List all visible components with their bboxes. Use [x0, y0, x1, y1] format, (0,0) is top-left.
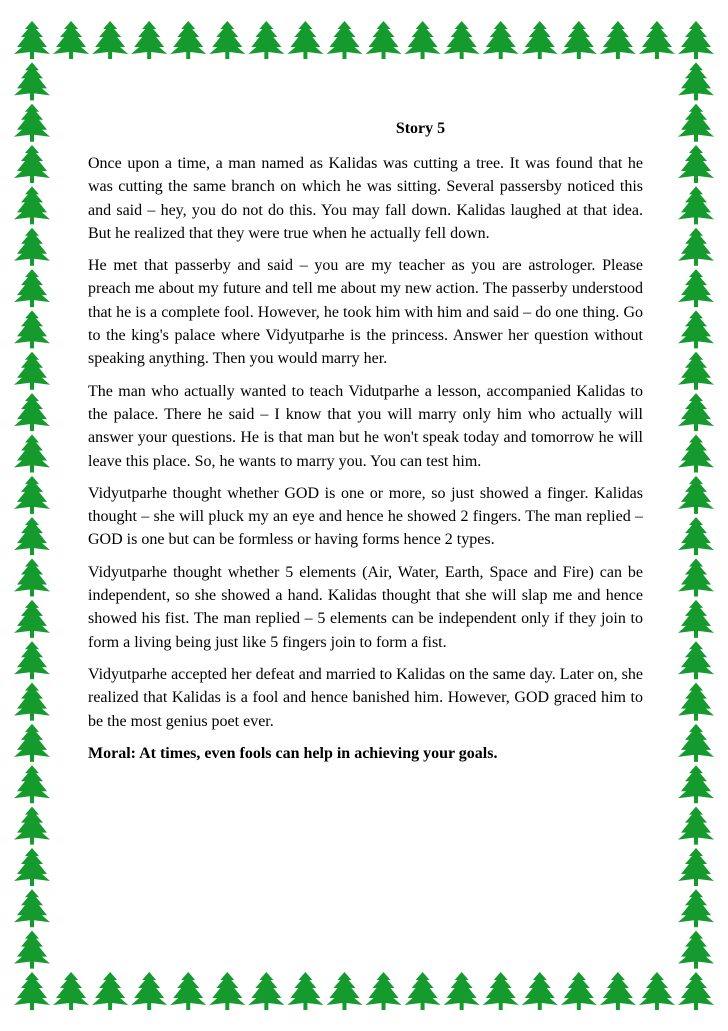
christmas-tree-icon	[14, 434, 50, 472]
christmas-tree-icon	[678, 600, 714, 638]
christmas-tree-icon	[14, 600, 50, 638]
christmas-tree-icon	[326, 972, 362, 1010]
christmas-tree-icon	[14, 641, 50, 679]
christmas-tree-icon	[444, 21, 480, 59]
christmas-tree-icon	[14, 683, 50, 721]
christmas-tree-icon	[14, 559, 50, 597]
christmas-tree-icon	[678, 186, 714, 224]
christmas-tree-icon	[14, 269, 50, 307]
christmas-tree-icon	[14, 352, 50, 390]
christmas-tree-icon	[14, 765, 50, 803]
christmas-tree-icon	[366, 21, 402, 59]
story-title: Story 5	[395, 120, 446, 137]
story-moral: Moral: At times, even fools can help in achieving your goals.	[88, 744, 498, 762]
christmas-tree-icon	[678, 559, 714, 597]
christmas-tree-icon	[561, 21, 597, 59]
christmas-tree-icon	[678, 21, 714, 59]
christmas-tree-icon	[248, 972, 284, 1010]
christmas-tree-icon	[14, 807, 50, 845]
story-paragraph-1: Once upon a time, a man named as Kalidas was cutting a tree. It was found that he was cutting the same branch on which he was sitting. Several passersby noticed this and said – hey, you do not do this. You may fall down. Kalidas laughed at that idea. But he realized that they were true when he actually fell down.	[88, 155, 643, 242]
story-paragraph-3: The man who actually wanted to teach Vidutparhe a lesson, accompanied Kalidas to the palace. There he said – I know that you will marry only him who actually will answer your questions. He is that man but he won't speak today and tomorrow he will leave this place. So, he wants to marry you. You can test him.	[88, 382, 643, 470]
christmas-tree-icon	[678, 310, 714, 348]
christmas-tree-icon	[287, 21, 323, 59]
christmas-tree-icon	[248, 21, 284, 59]
christmas-tree-icon	[678, 269, 714, 307]
christmas-tree-icon	[405, 972, 441, 1010]
christmas-tree-icon	[678, 848, 714, 886]
christmas-tree-icon	[678, 807, 714, 845]
christmas-tree-icon	[678, 641, 714, 679]
christmas-tree-icon	[14, 21, 50, 59]
christmas-tree-icon	[483, 972, 519, 1010]
christmas-tree-icon	[14, 228, 50, 266]
christmas-tree-icon	[131, 21, 167, 59]
christmas-tree-icon	[14, 972, 50, 1010]
christmas-tree-icon	[92, 21, 128, 59]
story-paragraph-4: Vidyutparhe thought whether GOD is one or more, so just showed a finger. Kalidas thought – she will pluck my an eye and hence he showed 2 fingers. The man replied – GOD is one but can be formless or having forms hence 2 types.	[88, 484, 643, 549]
christmas-tree-icon	[14, 145, 50, 183]
story-paragraph-5: Vidyutparhe thought whether 5 elements (Air, Water, Earth, Space and Fire) can be independent, so she showed a hand. Kalidas thought that she will slap me and hence showed his fist. The man replied – 5 elements can be independent only if they join to form a living being just like 5 fingers join to form a fist.	[88, 563, 643, 651]
christmas-tree-icon	[92, 972, 128, 1010]
christmas-tree-icon	[14, 848, 50, 886]
christmas-tree-icon	[678, 889, 714, 927]
christmas-tree-icon	[326, 21, 362, 59]
christmas-tree-icon	[678, 393, 714, 431]
christmas-tree-icon	[14, 889, 50, 927]
christmas-tree-icon	[14, 62, 50, 100]
christmas-tree-icon	[405, 21, 441, 59]
christmas-tree-icon	[14, 724, 50, 762]
story-content	[88, 118, 643, 765]
christmas-tree-icon	[14, 310, 50, 348]
christmas-tree-icon	[209, 972, 245, 1010]
christmas-tree-icon	[14, 104, 50, 142]
christmas-tree-icon	[366, 972, 402, 1010]
story-paragraph-2: He met that passerby and said – you are my teacher as you are astrologer. Please preach me about my future and tell me about my new action. The passerby understood that he is a complete fool. However, he took him with him and said – do one thing. Go to the king's palace where Vidyutparhe is the princess. Answer her question without speaking anything. Then you would marry her.	[88, 257, 643, 368]
christmas-tree-icon	[678, 352, 714, 390]
christmas-tree-icon	[14, 476, 50, 514]
christmas-tree-icon	[14, 393, 50, 431]
christmas-tree-icon	[483, 21, 519, 59]
christmas-tree-icon	[678, 145, 714, 183]
christmas-tree-icon	[600, 972, 636, 1010]
christmas-tree-icon	[678, 724, 714, 762]
christmas-tree-icon	[561, 972, 597, 1010]
christmas-tree-icon	[14, 517, 50, 555]
christmas-tree-icon	[522, 21, 558, 59]
christmas-tree-icon	[678, 517, 714, 555]
christmas-tree-icon	[14, 186, 50, 224]
christmas-tree-icon	[678, 765, 714, 803]
christmas-tree-icon	[678, 62, 714, 100]
christmas-tree-icon	[678, 683, 714, 721]
christmas-tree-icon	[522, 972, 558, 1010]
story-paragraph-6: Vidyutparhe accepted her defeat and married to Kalidas on the same day. Later on, she realized that Kalidas is a fool and hence banished him. However, GOD graced him to be the most genius poet ever.	[88, 665, 643, 730]
christmas-tree-icon	[678, 931, 714, 969]
christmas-tree-icon	[209, 21, 245, 59]
christmas-tree-icon	[131, 972, 167, 1010]
christmas-tree-icon	[639, 21, 675, 59]
christmas-tree-icon	[678, 104, 714, 142]
christmas-tree-icon	[287, 972, 323, 1010]
christmas-tree-icon	[170, 21, 206, 59]
christmas-tree-icon	[678, 434, 714, 472]
christmas-tree-icon	[14, 931, 50, 969]
christmas-tree-icon	[53, 21, 89, 59]
christmas-tree-icon	[678, 476, 714, 514]
christmas-tree-icon	[678, 972, 714, 1010]
christmas-tree-icon	[53, 972, 89, 1010]
christmas-tree-icon	[444, 972, 480, 1010]
christmas-tree-icon	[170, 972, 206, 1010]
christmas-tree-icon	[678, 228, 714, 266]
christmas-tree-icon	[600, 21, 636, 59]
christmas-tree-icon	[639, 972, 675, 1010]
